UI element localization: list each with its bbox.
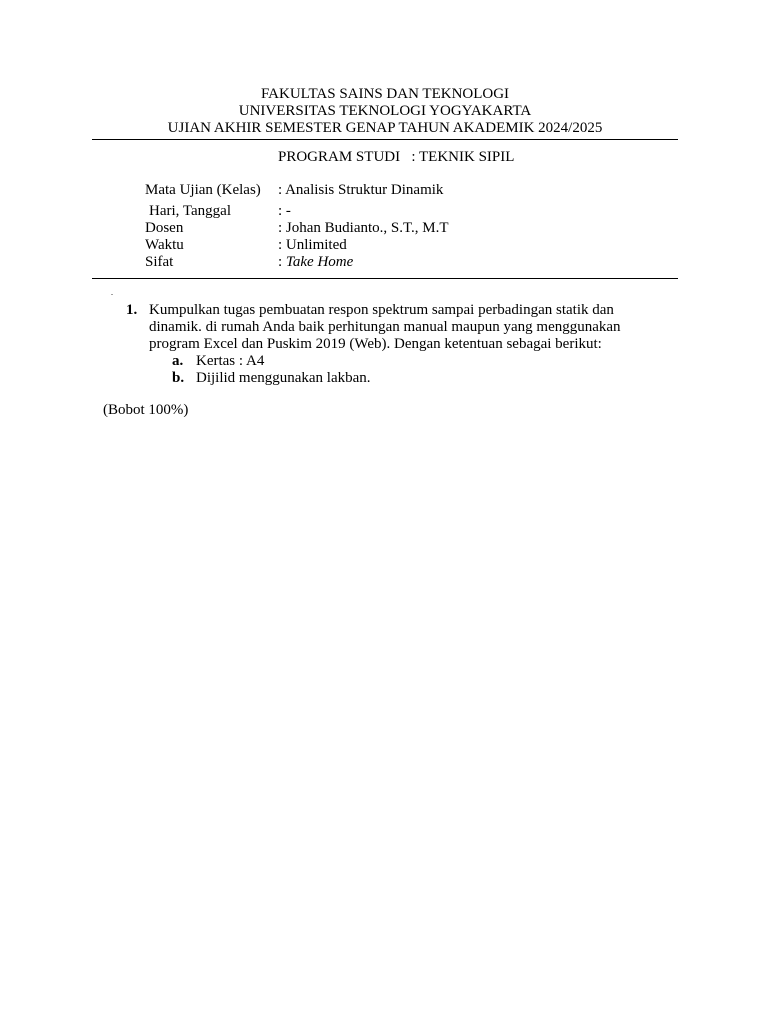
list-item (126, 353, 646, 370)
info-label: Mata Ujian (Kelas) (145, 182, 261, 198)
info-prefix: : (278, 254, 286, 270)
info-label: Sifat (145, 254, 174, 270)
question-text: Kumpulkan tugas pembuatan respon spektrum sampai perbadingan statik dan dinamik. di rumah Anda baik perhitungan manual maupun yang menggunakan program Excel dan Puskim 2019 (Web). Dengan ketentuan sebagai berikut: (149, 302, 621, 352)
list-item (126, 370, 646, 387)
study-program: PROGRAM STUDI : TEKNIK SIPIL (278, 149, 515, 165)
list-item-text: Dijilid menggunakan lakban. (196, 370, 371, 386)
question-1 (126, 302, 646, 387)
list-item-letter: a. (172, 353, 184, 369)
info-divider (92, 278, 678, 279)
question-number: 1. (126, 302, 138, 318)
list-item-text: Kertas : A4 (196, 353, 265, 369)
stray-dot: . (111, 288, 113, 297)
info-value: : - (278, 203, 291, 219)
info-value-italic: Take Home (285, 254, 354, 270)
list-item-letter: b. (172, 370, 185, 386)
info-label: Waktu (145, 237, 184, 253)
info-value: : Analisis Struktur Dinamik (278, 182, 444, 198)
info-label: Dosen (145, 220, 184, 236)
university-name: UNIVERSITAS TEKNOLOGI YOGYAKARTA (238, 103, 532, 119)
exam-title: UJIAN AKHIR SEMESTER GENAP TAHUN AKADEMIK 2024/2025 (167, 120, 603, 136)
info-value: : Unlimited (278, 237, 347, 253)
info-label: Hari, Tanggal (149, 203, 231, 219)
question-weight: (Bobot 100%) (103, 402, 189, 418)
info-value (278, 254, 353, 271)
info-value: : Johan Budianto., S.T., M.T (278, 220, 449, 236)
faculty-name: FAKULTAS SAINS DAN TEKNOLOGI (260, 86, 510, 102)
exam-header (92, 86, 678, 137)
header-divider (92, 139, 678, 140)
